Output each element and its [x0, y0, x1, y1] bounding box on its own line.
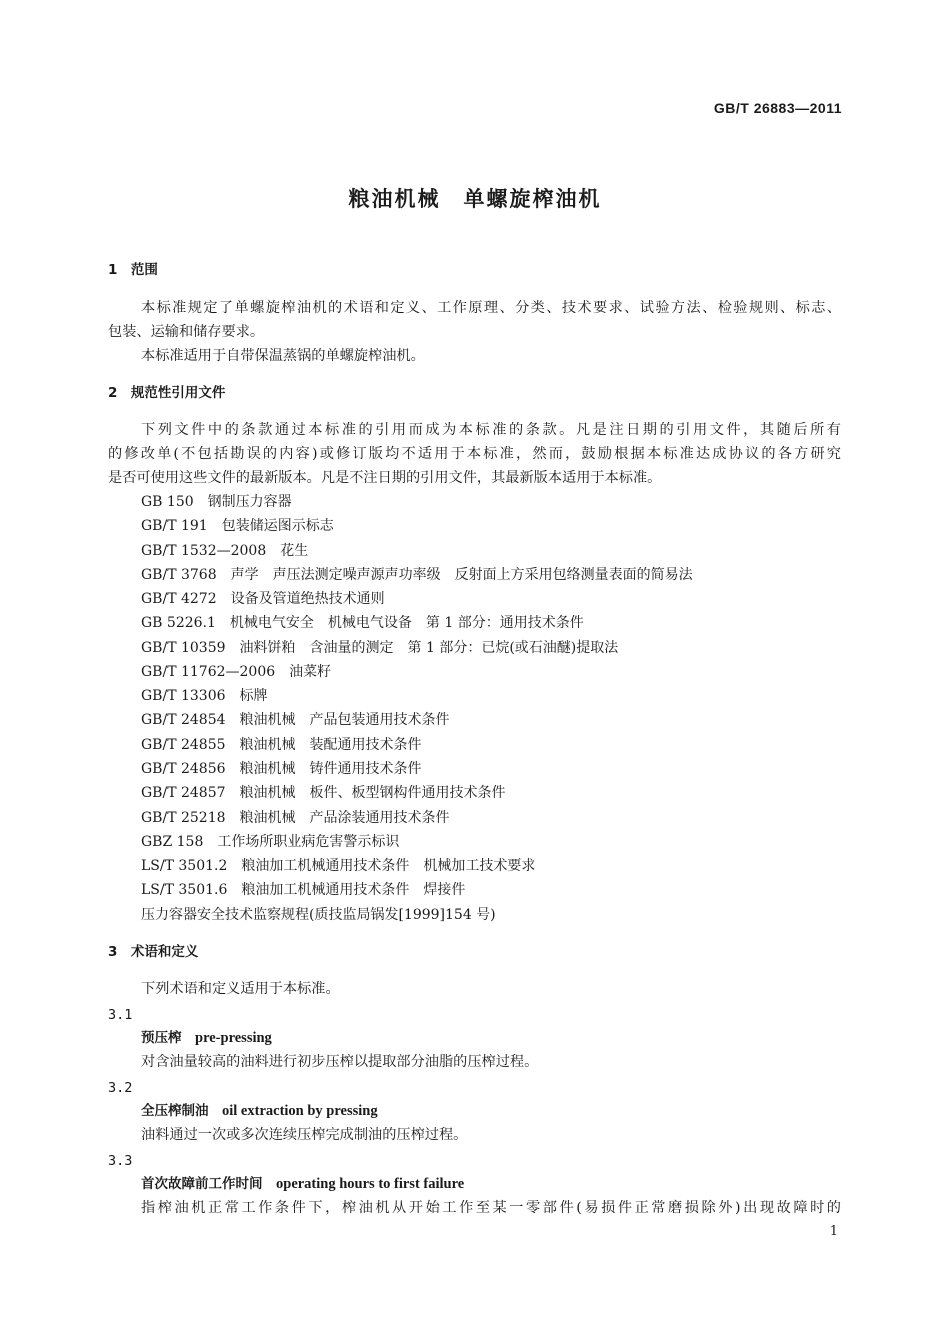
- term-zh: 首次故障前工作时间: [141, 1176, 263, 1192]
- document-title: 粮油机械 单螺旋榨油机: [348, 187, 602, 211]
- reference-item: GB/T 11762—2006 油菜籽: [141, 664, 332, 680]
- term-zh: 全压榨制油: [141, 1103, 209, 1119]
- section-2-intro-line1: 下列文件中的条款通过本标准的引用而成为本标准的条款。凡是注日期的引用文件，其随后所有: [141, 422, 841, 438]
- term-en: operating hours to first failure: [276, 1176, 465, 1192]
- reference-item: GB/T 24855 粮油机械 装配通用技术条件: [141, 737, 422, 753]
- term-en: oil extraction by pressing: [222, 1103, 378, 1119]
- reference-item: LS/T 3501.2 粮油加工机械通用技术条件 机械加工技术要求: [141, 858, 536, 874]
- reference-item: GB/T 3768 声学 声压法测定噪声源声功率级 反射面上方采用包络测量表面的简易法: [141, 567, 693, 583]
- term-number: 3.2: [108, 1080, 133, 1096]
- term-definition: 油料通过一次或多次连续压榨完成制油的压榨过程。: [141, 1127, 468, 1143]
- section-1-para1-line2: 包装、运输和储存要求。: [108, 324, 265, 340]
- reference-item: GB/T 24857 粮油机械 板件、板型钢构件通用技术条件: [141, 785, 506, 801]
- reference-item: GB 150 钢制压力容器: [141, 494, 292, 510]
- term-zh: 预压榨: [141, 1030, 182, 1046]
- section-2-intro-line3: 是否可使用这些文件的最新版本。凡是不注日期的引用文件，其最新版本适用于本标准。: [108, 470, 662, 486]
- reference-item: 压力容器安全技术监察规程(质技监局锅发[1999]154 号): [141, 907, 496, 923]
- reference-item: GB/T 1532—2008 花生: [141, 543, 309, 559]
- reference-item: GBZ 158 工作场所职业病危害警示标识: [141, 834, 400, 850]
- page-number: 1: [829, 1224, 838, 1239]
- reference-item: GB/T 13306 标牌: [141, 688, 268, 704]
- term-number: 3.3: [108, 1153, 133, 1169]
- section-2-intro-line2: 的修改单(不包括勘误的内容)或修订版均不适用于本标准，然而，鼓励根据本标准达成协议的各方研究: [108, 446, 841, 462]
- term-heading: [141, 1101, 378, 1121]
- reference-item: GB 5226.1 机械电气安全 机械电气设备 第 1 部分：通用技术条件: [141, 615, 584, 631]
- term-definition: 对含油量较高的油料进行初步压榨以提取部分油脂的压榨过程。: [141, 1054, 539, 1070]
- reference-item: GB/T 24854 粮油机械 产品包装通用技术条件: [141, 712, 450, 728]
- term-number: 3.1: [108, 1007, 133, 1023]
- section-1-para2: 本标准适用于自带保温蒸锅的单螺旋榨油机。: [141, 348, 425, 364]
- term-heading: [141, 1028, 272, 1048]
- reference-item: GB/T 25218 粮油机械 产品涂装通用技术条件: [141, 810, 450, 826]
- section-1-heading: 1 范围: [108, 262, 158, 278]
- section-3-intro: 下列术语和定义适用于本标准。: [141, 981, 340, 997]
- reference-item: LS/T 3501.6 粮油加工机械通用技术条件 焊接件: [141, 882, 466, 898]
- reference-item: GB/T 4272 设备及管道绝热技术通则: [141, 591, 385, 607]
- reference-item: GB/T 10359 油料饼粕 含油量的测定 第 1 部分：已烷(或石油醚)提取法: [141, 640, 619, 656]
- section-3-heading: 3 术语和定义: [108, 944, 199, 960]
- reference-item: GB/T 24856 粮油机械 铸件通用技术条件: [141, 761, 422, 777]
- reference-item: GB/T 191 包装储运图示标志: [141, 518, 334, 534]
- standard-code: GB/T 26883—2011: [713, 100, 842, 116]
- term-heading: [141, 1174, 464, 1194]
- term-en: pre-pressing: [195, 1030, 272, 1046]
- section-1-para1-line1: 本标准规定了单螺旋榨油机的术语和定义、工作原理、分类、技术要求、试验方法、检验规则、标志、: [141, 300, 841, 316]
- section-2-heading: 2 规范性引用文件: [108, 385, 226, 401]
- term-definition: 指榨油机正常工作条件下，榨油机从开始工作至某一零部件(易损件正常磨损除外)出现故障时的: [141, 1200, 841, 1216]
